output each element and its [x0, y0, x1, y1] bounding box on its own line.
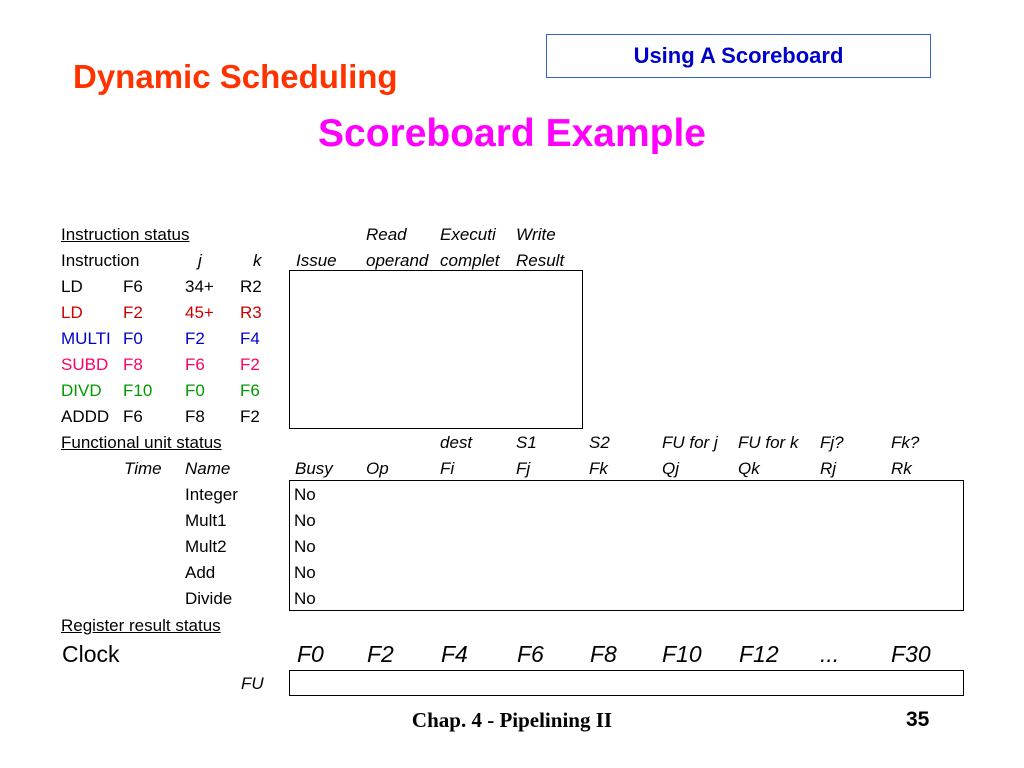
fu-row-4-busy: No	[294, 563, 316, 582]
fu-header-fu-for-k: FU for k	[738, 433, 799, 452]
fu-header-qj: Qj	[662, 459, 679, 478]
instr-row-4-k: F2	[240, 355, 260, 374]
col-write-label: Write	[516, 225, 556, 244]
instruction-status-title: Instruction status	[61, 225, 190, 244]
instr-row-1-op: LD	[61, 277, 83, 296]
instr-row-1-dest: F6	[123, 277, 143, 296]
instr-row-2-dest: F2	[123, 303, 143, 322]
register-f6-label: F6	[517, 641, 544, 667]
fu-header-rj: Rj	[820, 459, 837, 478]
register-f8-label: F8	[590, 641, 617, 667]
instr-row-5-dest: F10	[123, 381, 153, 400]
register-result-status-title: Register result status	[61, 616, 221, 635]
register-f2-label: F2	[367, 641, 394, 667]
instr-row-6-k: F2	[240, 407, 260, 426]
fu-row-1-name: Integer	[185, 485, 238, 504]
col-instruction-label: Instruction	[61, 251, 140, 270]
functional-unit-status-box	[289, 480, 964, 611]
instr-row-4-dest: F8	[123, 355, 143, 374]
instr-row-6-j: F8	[185, 407, 205, 426]
instr-row-5-j: F0	[185, 381, 205, 400]
col-result-label: Result	[516, 251, 565, 270]
fu-row-2-name: Mult1	[185, 511, 227, 530]
register-f0-label: F0	[297, 641, 324, 667]
instr-row-1-j: 34+	[185, 277, 214, 296]
fu-header-qk: Qk	[738, 459, 760, 478]
register-f4-label: F4	[441, 641, 468, 667]
fu-header-name: Name	[185, 459, 231, 478]
instr-row-6-op: ADDD	[61, 407, 110, 426]
register-f30-label: F30	[891, 641, 931, 667]
fu-header-s2: S2	[589, 433, 610, 452]
section-title: Scoreboard Example	[318, 112, 706, 155]
fu-header-fu-for-j: FU for j	[662, 433, 718, 452]
instr-row-5-op: DIVD	[61, 381, 102, 400]
col-read-label: Read	[366, 225, 407, 244]
fu-row-5-busy: No	[294, 589, 316, 608]
fu-row-label: FU	[241, 674, 264, 693]
register-fu-box	[289, 670, 964, 696]
instr-row-3-op: MULTI	[61, 329, 111, 348]
instr-row-5-k: F6	[240, 381, 260, 400]
instr-row-3-j: F2	[185, 329, 205, 348]
fu-header-time: Time	[124, 459, 162, 478]
col-complete-label: complet	[440, 251, 500, 270]
fu-header-fj: Fj	[516, 459, 531, 478]
instr-row-1-k: R2	[240, 277, 262, 296]
fu-header-fk-ready: Fk?	[891, 433, 920, 452]
fu-header-fk: Fk	[589, 459, 608, 478]
register-f12-label: F12	[739, 641, 779, 667]
fu-header-op: Op	[366, 459, 389, 478]
instr-row-4-j: F6	[185, 355, 205, 374]
instruction-status-box	[289, 270, 583, 429]
instr-row-2-j: 45+	[185, 303, 214, 322]
col-operands-label: operand	[366, 251, 429, 270]
footer-chapter: Chap. 4 - Pipelining II	[411, 708, 613, 732]
fu-row-3-name: Mult2	[185, 537, 227, 556]
instr-row-2-k: R3	[240, 303, 262, 322]
instr-row-2-op: LD	[61, 303, 83, 322]
fu-header-busy: Busy	[295, 459, 333, 478]
clock-label: Clock	[62, 641, 120, 667]
instr-row-4-op: SUBD	[61, 355, 109, 374]
col-k-label: k	[253, 251, 262, 270]
col-execution-label: Executi	[440, 225, 496, 244]
fu-row-1-busy: No	[294, 485, 316, 504]
fu-header-rk: Rk	[891, 459, 912, 478]
fu-header-s1: S1	[516, 433, 537, 452]
instr-row-3-dest: F0	[123, 329, 143, 348]
register-f10-label: F10	[662, 641, 702, 667]
fu-header-fj-ready: Fj?	[820, 433, 844, 452]
fu-header-fi: Fi	[440, 459, 455, 478]
fu-row-5-name: Divide	[185, 589, 233, 608]
fu-row-3-busy: No	[294, 537, 316, 556]
page-number: 35	[906, 708, 930, 731]
instr-row-3-k: F4	[240, 329, 260, 348]
functional-unit-status-title: Functional unit status	[61, 433, 222, 452]
fu-row-4-name: Add	[185, 563, 216, 582]
slide-subtitle-box: Using A Scoreboard	[546, 34, 931, 78]
fu-row-2-busy: No	[294, 511, 316, 530]
instr-row-6-dest: F6	[123, 407, 143, 426]
col-j-label: j	[198, 251, 202, 270]
slide-title: Dynamic Scheduling	[73, 58, 398, 95]
fu-header-dest: dest	[440, 433, 473, 452]
register-ellipsis-label: ...	[820, 641, 840, 667]
col-issue-label: Issue	[296, 251, 337, 270]
